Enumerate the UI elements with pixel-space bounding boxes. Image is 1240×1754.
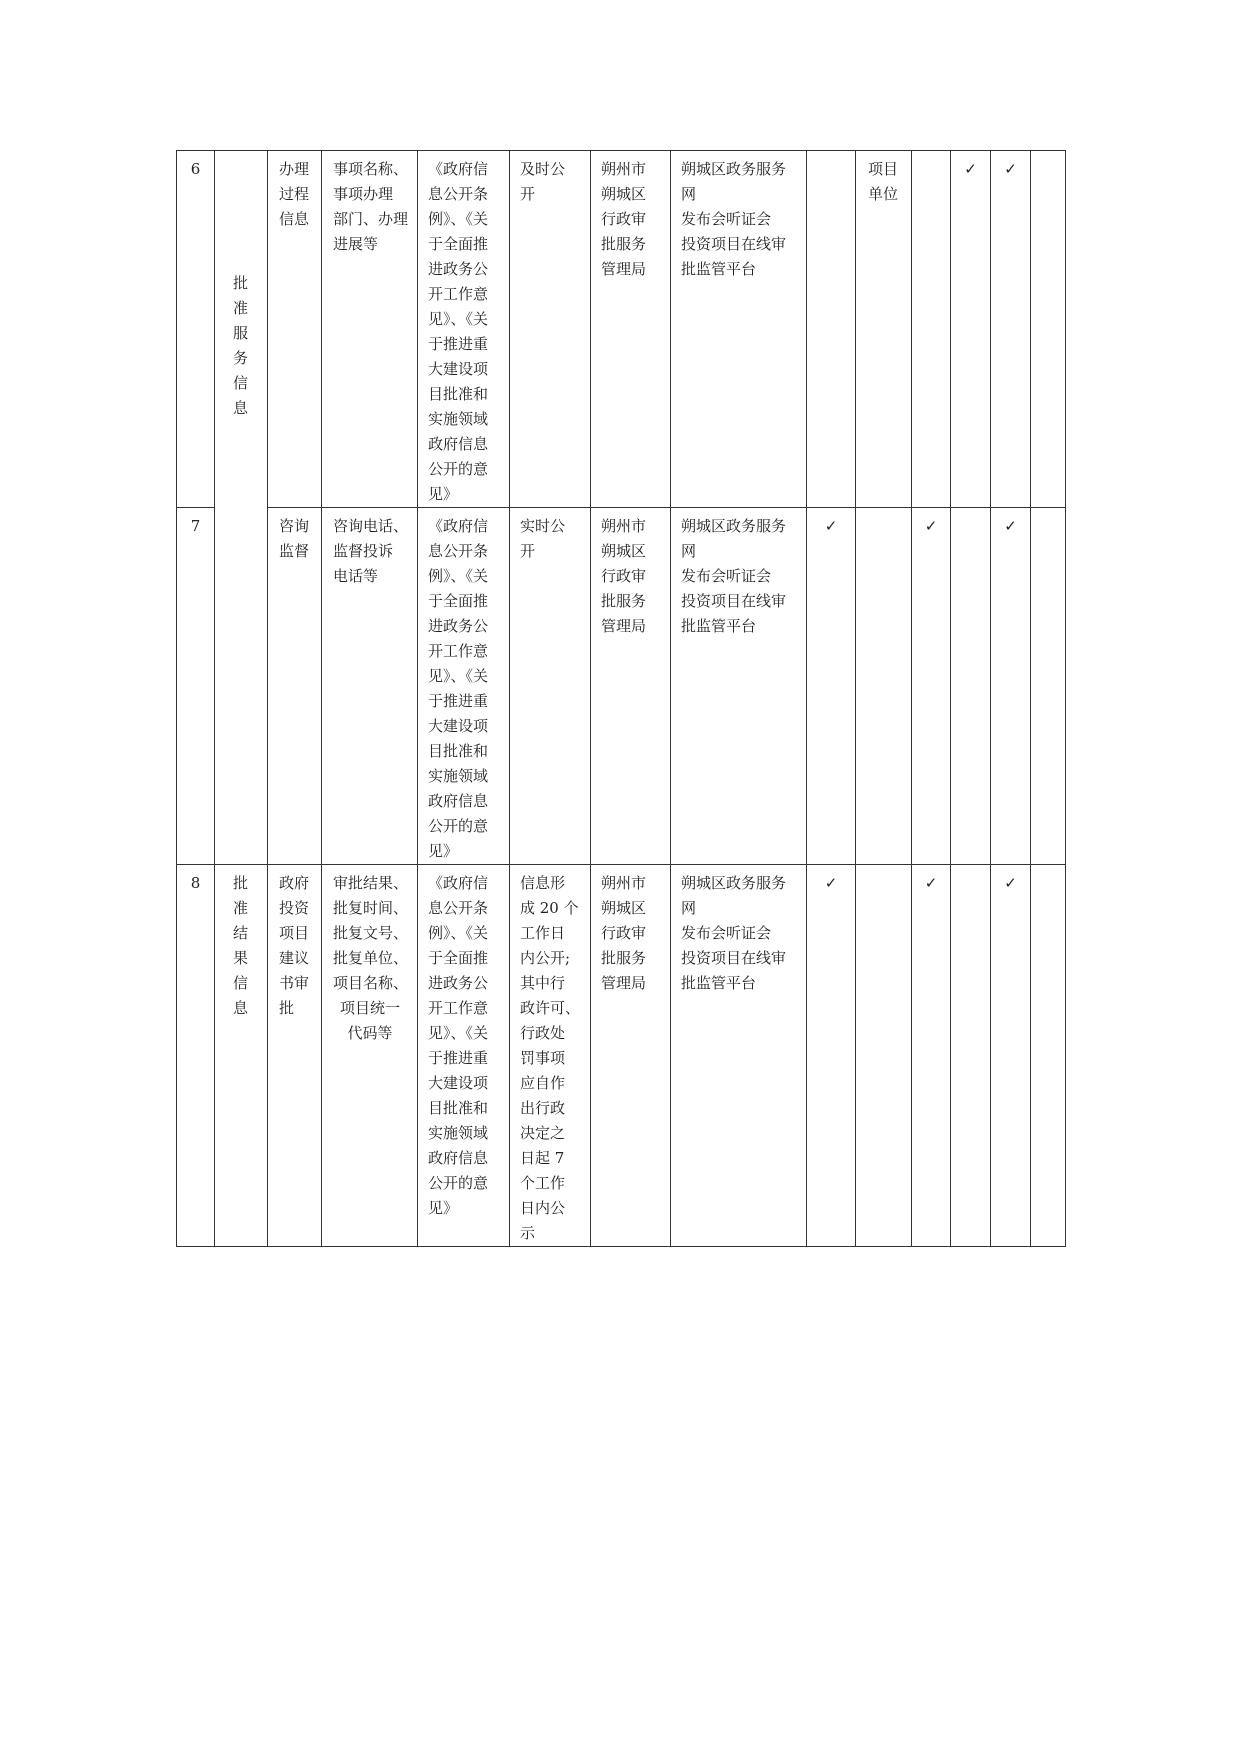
check-cell	[807, 151, 856, 508]
check-cell: ✓	[807, 508, 856, 865]
check-cell: ✓	[951, 151, 991, 508]
category-cell: 批 准 结 果 信 息	[215, 865, 268, 1247]
basis-cell: 《政府信 息公开条 例》、《关 于全面推 进政务公 开工作意 见》、《关 于推进重 大建设项 目批准和 实施领域 政府信息 公开的意 见》	[418, 508, 510, 865]
table-row	[177, 508, 1066, 865]
time-limit-cell: 及时公 开	[510, 151, 591, 508]
check-cell: ✓	[991, 508, 1031, 865]
subject-cell: 朔州市 朔城区 行政审 批服务 管理局	[591, 151, 671, 508]
subject-cell: 朔州市 朔城区 行政审 批服务 管理局	[591, 508, 671, 865]
time-limit-cell: 信息形 成 20 个 工作日 内公开; 其中行 政许可、 行政处 罚事项 应自作 出行政 决定之 日起 7 个工作 日内公 示	[510, 865, 591, 1247]
check-cell	[1031, 508, 1066, 865]
check-cell: ✓	[991, 151, 1031, 508]
basis-cell: 《政府信 息公开条 例》、《关 于全面推 进政务公 开工作意 见》、《关 于推进重 大建设项 目批准和 实施领域 政府信息 公开的意 见》	[418, 151, 510, 508]
row-number: 7	[177, 508, 215, 865]
row-number: 6	[177, 151, 215, 508]
item-cell: 办理 过程 信息	[268, 151, 322, 508]
channel-cell: 朔城区政务服务 网 发布会听证会 投资项目在线审 批监管平台	[671, 865, 807, 1247]
check-cell	[1031, 865, 1066, 1247]
check-cell	[951, 508, 991, 865]
check-cell	[1031, 151, 1066, 508]
check-cell: ✓	[807, 865, 856, 1247]
item-cell: 咨询 监督	[268, 508, 322, 865]
row-number: 8	[177, 865, 215, 1247]
disclosure-table	[176, 150, 1066, 1247]
check-cell	[951, 865, 991, 1247]
time-limit-cell: 实时公 开	[510, 508, 591, 865]
table-row	[177, 865, 1066, 1247]
check-cell: ✓	[991, 865, 1031, 1247]
channel-cell: 朔城区政务服务 网 发布会听证会 投资项目在线审 批监管平台	[671, 151, 807, 508]
subject-cell: 朔州市 朔城区 行政审 批服务 管理局	[591, 865, 671, 1247]
object-cell: 项目 单位	[856, 151, 912, 508]
object-cell	[856, 508, 912, 865]
basis-cell: 《政府信 息公开条 例》、《关 于全面推 进政务公 开工作意 见》、《关 于推进重 大建设项 目批准和 实施领域 政府信息 公开的意 见》	[418, 865, 510, 1247]
check-cell: ✓	[912, 508, 951, 865]
table-row	[177, 151, 1066, 508]
check-cell: ✓	[912, 865, 951, 1247]
check-cell	[912, 151, 951, 508]
content-cell: 审批结果、 批复时间、 批复文号、 批复单位、 项目名称、 项目统一 代码等	[322, 865, 418, 1247]
content-cell: 咨询电话、 监督投诉 电话等	[322, 508, 418, 865]
content-cell: 事项名称、 事项办理 部门、办理 进展等	[322, 151, 418, 508]
channel-cell: 朔城区政务服务 网 发布会听证会 投资项目在线审 批监管平台	[671, 508, 807, 865]
item-cell: 政府 投资 项目 建议 书审 批	[268, 865, 322, 1247]
category-cell: 批 准 服 务 信 息	[215, 151, 268, 865]
object-cell	[856, 865, 912, 1247]
